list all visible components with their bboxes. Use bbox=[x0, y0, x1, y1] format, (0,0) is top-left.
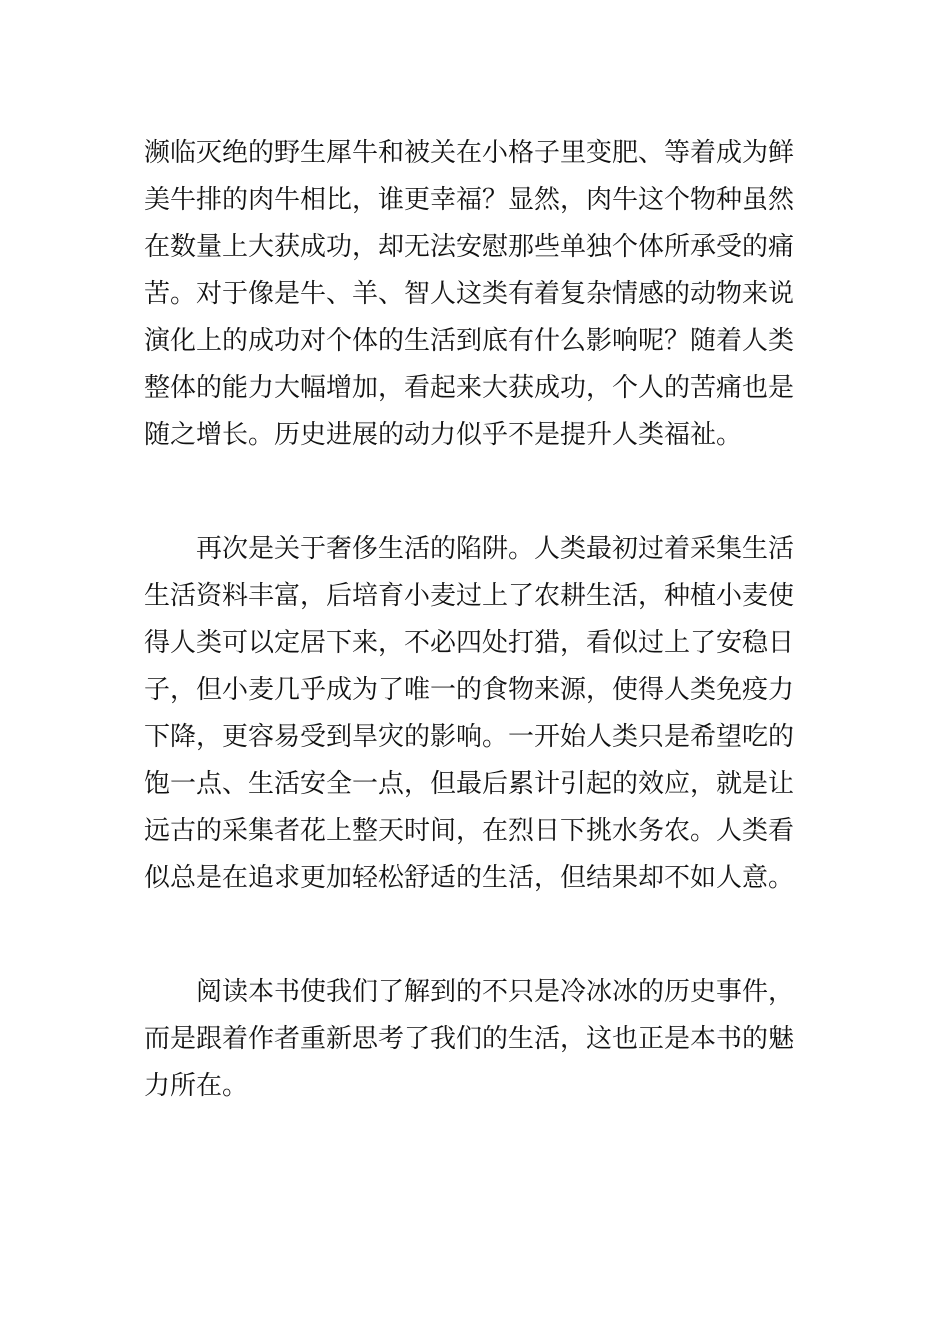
paragraph-line: 饱一点、生活安全一点，但最后累计引起的效应，就是让 bbox=[144, 769, 795, 799]
paragraph-line: 似总是在追求更加轻松舒适的生活，但结果却不如人意。 bbox=[144, 863, 795, 893]
paragraph-line: 而是跟着作者重新思考了我们的生活，这也正是本书的魅 bbox=[144, 1024, 795, 1054]
paragraph-line: 濒临灭绝的野生犀牛和被关在小格子里变肥、等着成为鲜 bbox=[144, 138, 795, 168]
paragraph-line: 演化上的成功对个体的生活到底有什么影响呢？随着人类 bbox=[144, 326, 795, 356]
paragraph-line: 整体的能力大幅增加，看起来大获成功，个人的苦痛也是 bbox=[144, 373, 795, 403]
paragraph-line: 生活资料丰富，后培育小麦过上了农耕生活，种植小麦使 bbox=[144, 581, 795, 611]
paragraph-line: 力所在。 bbox=[144, 1071, 249, 1101]
paragraph-line: 在数量上大获成功，却无法安慰那些单独个体所承受的痛 bbox=[144, 232, 795, 262]
paragraph-line: 得人类可以定居下来，不必四处打猎，看似过上了安稳日 bbox=[144, 628, 795, 658]
paragraph-line: 美牛排的肉牛相比，谁更幸福？显然，肉牛这个物种虽然 bbox=[144, 185, 795, 215]
paragraph-line: 随之增长。历史进展的动力似乎不是提升人类福祉。 bbox=[144, 420, 743, 450]
paragraph-line: 苦。对于像是牛、羊、智人这类有着复杂情感的动物来说 bbox=[144, 279, 795, 309]
paragraph-line: 子，但小麦几乎成为了唯一的食物来源，使得人类免疫力 bbox=[144, 675, 795, 705]
paragraph-line: 下降，更容易受到旱灾的影响。一开始人类只是希望吃的 bbox=[144, 722, 795, 752]
paragraph-line: 再次是关于奢侈生活的陷阱。人类最初过着采集生活 bbox=[196, 534, 795, 564]
paragraph-line: 阅读本书使我们了解到的不只是冷冰冰的历史事件， bbox=[196, 977, 795, 1007]
paragraph-line: 远古的采集者花上整天时间，在烈日下挑水务农。人类看 bbox=[144, 816, 795, 846]
